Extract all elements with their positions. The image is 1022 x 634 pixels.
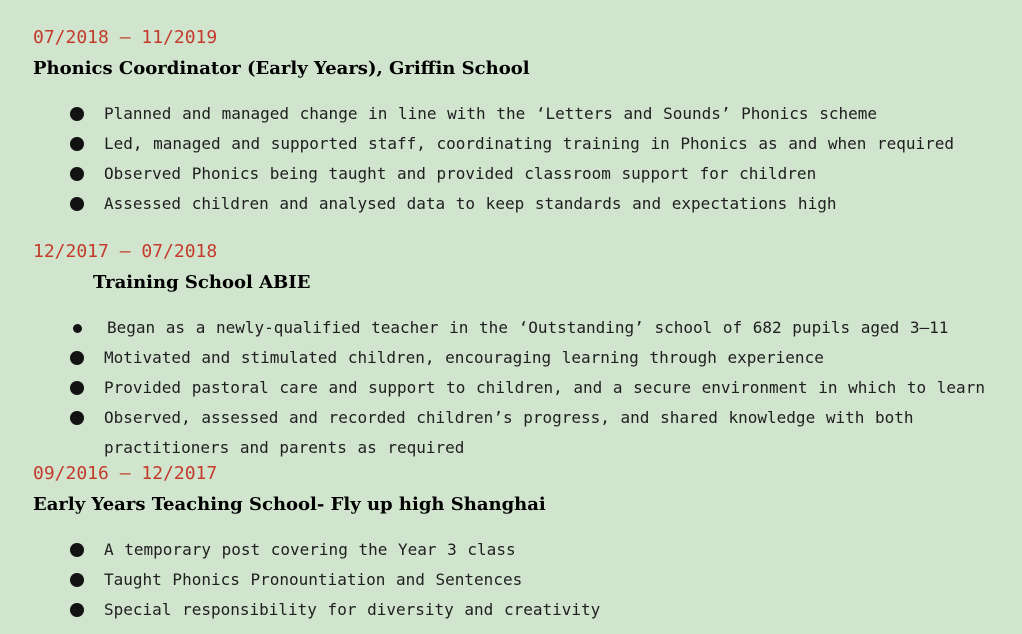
bullet-text: A temporary post covering the Year 3 class [104,540,516,559]
bullet-text: Planned and managed change in line with the ‘Letters and Sounds’ Phonics scheme [104,104,877,123]
bullet-text: Observed, assessed and recorded children’s progress, and shared knowledge with both practitioners and parents as required [104,408,925,457]
bullet-text: Began as a newly-qualified teacher in the ‘Outstanding’ school of 682 pupils aged 3–11 [107,318,949,337]
bullet-item [33,565,992,595]
bullet-item [33,159,992,189]
bullet-circle-icon [70,543,84,557]
bullet-circle-icon [70,411,84,425]
bullet-circle-icon [70,137,84,151]
bullet-circle-icon [70,603,84,617]
bullet-item [33,313,992,343]
bullet-circle-icon [73,324,82,333]
bullet-item [33,129,992,159]
date-range: 12/2017 – 07/2018 [33,241,218,262]
bullet-item [33,189,992,219]
bullet-circle-icon [70,167,84,181]
bullet-list [33,99,992,219]
bullet-circle-icon [70,573,84,587]
bullet-list [33,535,992,625]
bullet-circle-icon [70,381,84,395]
job-title: Early Years Teaching School- Fly up high Shanghai [33,494,546,515]
bullet-text: Taught Phonics Pronountiation and Sentences [104,570,523,589]
bullet-list [33,313,992,463]
job-section [33,25,992,219]
bullet-item [33,99,992,129]
job-title: Phonics Coordinator (Early Years), Griffin School [33,58,530,79]
job-section [33,239,992,463]
bullet-text: Led, managed and supported staff, coordinating training in Phonics as and when required [104,134,955,153]
job-section [33,461,992,625]
bullet-text: Special responsibility for diversity and creativity [104,600,601,619]
date-range: 07/2018 – 11/2019 [33,27,218,48]
job-title: Training School ABIE [93,272,311,293]
bullet-text: Assessed children and analysed data to keep standards and expectations high [104,194,837,213]
bullet-text: Provided pastoral care and support to children, and a secure environment in which to learn [104,378,985,397]
bullet-item [33,373,992,403]
bullet-circle-icon [70,351,84,365]
bullet-circle-icon [70,107,84,121]
bullet-item [33,403,992,463]
bullet-text: Observed Phonics being taught and provided classroom support for children [104,164,817,183]
bullet-circle-icon [70,197,84,211]
bullet-text: Motivated and stimulated children, encouraging learning through experience [104,348,824,367]
bullet-item [33,595,992,625]
bullet-item [33,343,992,373]
bullet-item [33,535,992,565]
date-range: 09/2016 – 12/2017 [33,463,218,484]
